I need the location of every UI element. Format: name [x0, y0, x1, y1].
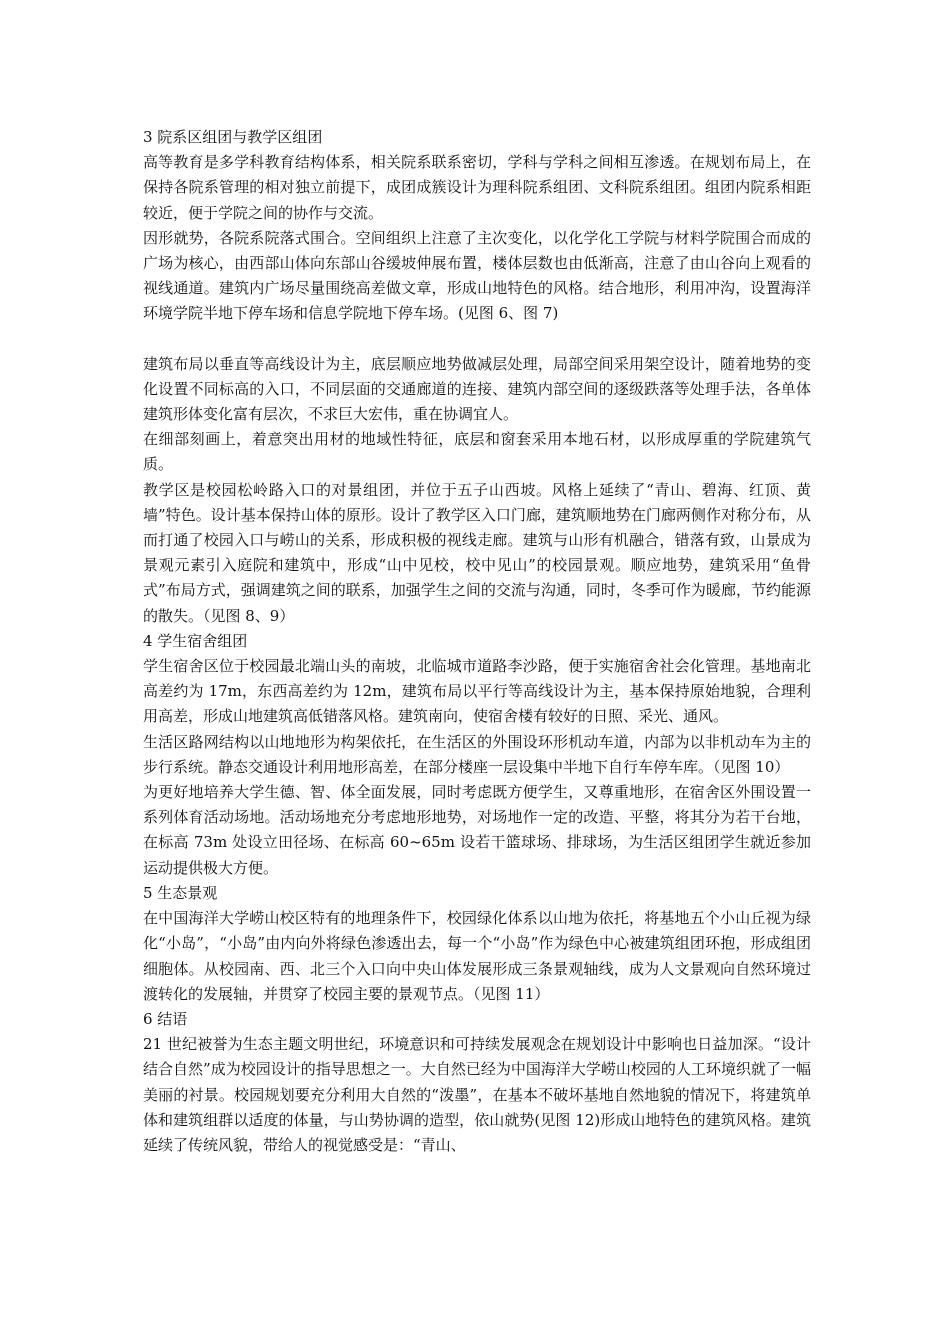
section-3-paragraph-4: 在细部刻画上，着意突出用材的地域性特征，底层和窗套采用本地石材，以形成厚重的学院建筑气质。 [143, 430, 811, 474]
section-3-heading: 3 院系区组团与教学区组团 [143, 128, 323, 146]
paragraph-gap [143, 327, 811, 352]
section-3-paragraph-3: 建筑布局以垂直等高线设计为主，底层顺应地势做减层处理，局部空间采用架空设计，随着地势的变化设置不同标高的入口，不同层面的交通廊道的连接、建筑内部空间的逐级跌落等处理手法，各单体建筑形体变化富有层次，不求巨大宏伟，重在协调宜人。 [143, 354, 811, 424]
section-4-paragraph-2: 生活区路网结构以山地地形为构架依托，在生活区的外围设环形机动车道，内部为以非机动车为主的步行系统。静态交通设计利用地形高差，在部分楼座一层设集中半地下自行车停车库。（见图 10） [143, 732, 811, 776]
section-3-paragraph-5: 教学区是校园松岭路入口的对景组团，并位于五子山西坡。风格上延续了“青山、碧海、红顶、黄墙”特色。设计基本保持山体的原形。设计了教学区入口门廊，建筑顺地势在门廊两侧作对称分布，从而打通了校园入口与崂山的关系，形成积极的视线走廊。建筑与山形有机融合，错落有致，山景成为景观元素引入庭院和建筑中，形成“山中见校，校中见山”的校园景观。顺应地势，建筑采用“鱼骨式”布局方式，强调建筑之间的联系，加强学生之间的交流与沟通，同时，冬季可作为暖廊，节约能源的散失。（见图 8、9） [143, 480, 811, 625]
section-5-heading: 5 生态景观 [143, 883, 218, 902]
section-3-paragraph-1: 高等教育是多学科教育结构体系，相关院系联系密切，学科与学科之间相互渗透。在规划布局上，在保持各院系管理的相对独立前提下，成团成簇设计为理科院系组团、文科院系组团。组团内院系相距较近，便于学院之间的协作与交流。 [143, 153, 811, 222]
section-5-paragraph-1: 在中国海洋大学崂山校区特有的地理条件下，校园绿化体系以山地为依托，将基地五个小山丘视为绿化“小岛”，“小岛”由内向外将绿色渗透出去，每一个“小岛”作为绿色中心被建筑组团环抱，形成组团细胞体。从校园南、西、北三个入口向中央山体发展形成三条景观轴线，成为人文景观向自然环境过渡转化的发展轴，并贯穿了校园主要的景观节点。（见图 11） [143, 909, 811, 1003]
section-6-paragraph-1: 21 世纪被誉为生态主题文明世纪，环境意识和可持续发展观念在规划设计中影响也日益加深。“设计结合自然”成为校园设计的指导思想之一。大自然已经为中国海洋大学崂山校园的人工环境织就了一幅美丽的衬景。校园规划要充分利用大自然的“泼墨”，在基本不破坏基地自然地貌的情况下，将建筑单体和建筑组群以适度的体量，与山势协调的造型，依山就势(见图 12)形成山地特色的建筑风格。建筑延续了传统风貌，带给人的视觉感受是：“青山、 [143, 1035, 811, 1154]
section-4-paragraph-1: 学生宿舍区位于校园最北端山头的南坡，北临城市道路李沙路，便于实施宿舍社会化管理。基地南北高差约为 17m，东西高差约为 12m，建筑布局以平行等高线设计为主，基本保持原始地貌，合理利用高差，形成山地建筑高低错落风格。建筑南向，使宿舍楼有较好的日照、采光、通风。 [143, 657, 811, 726]
section-3-paragraph-2: 因形就势，各院系院落式围合。空间组织上注意了主次变化，以化学化工学院与材料学院围合而成的广场为核心，由西部山体向东部山谷缓坡伸展布置，楼体层数也由低渐高，注意了由山谷向上观看的视线通道。建筑内广场尽量围绕高差做文章，形成山地特色的风格。结合地形，利用冲沟，设置海洋环境学院半地下停车场和信息学院地下停车场。(见图 6、图 7) [143, 228, 811, 323]
section-4-heading: 4 学生宿舍组团 [143, 631, 248, 650]
section-6-heading: 6 结语 [143, 1009, 188, 1028]
section-4-paragraph-3: 为更好地培养大学生德、智、体全面发展，同时考虑既方便学生，又尊重地形，在宿舍区外围设置一系列体育活动场地。活动场地充分考虑地形地势，对场地作一定的改造、平整，将其分为若干台地，在标高 73m 处设立田径场、在标高 60~65m 设若干篮球场、排球场，为生活区组团学生就近参加运动提供极大方便。 [143, 783, 811, 877]
document-page [143, 125, 811, 1158]
